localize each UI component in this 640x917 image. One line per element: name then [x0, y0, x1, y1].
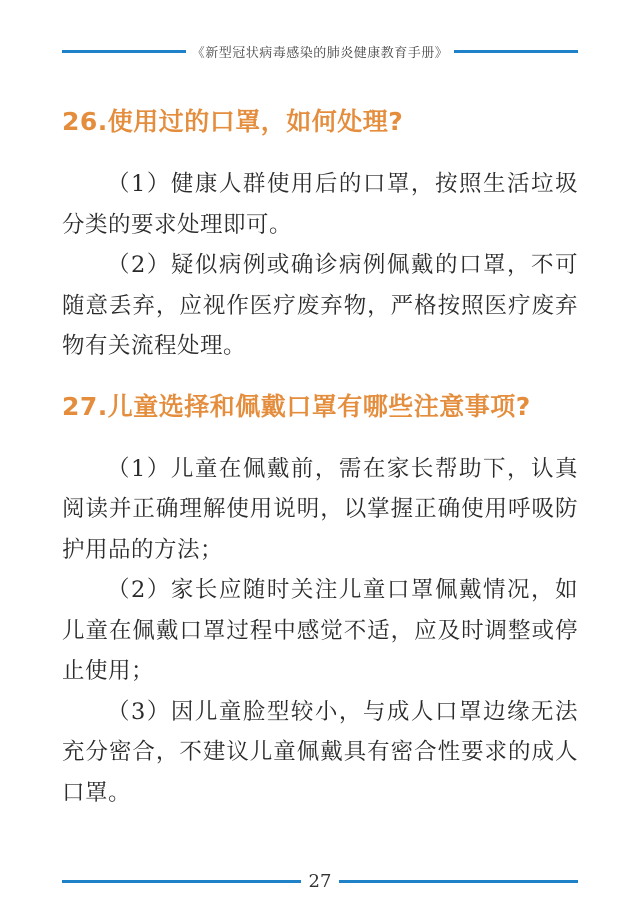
section-heading: 26.使用过的口罩，如何处理?: [62, 107, 404, 136]
paragraph: （1）儿童在佩戴前，需在家长帮助下，认真阅读并正确理解使用说明，以掌握正确使用呼吸防护用品的方法；: [62, 455, 578, 563]
paragraph: （3）因儿童脸型较小，与成人口罩边缘无法充分密合，不建议儿童佩戴具有密合性要求的成人口罩。: [62, 698, 578, 806]
paragraph: （2）疑似病例或确诊病例佩戴的口罩，不可随意丢弃，应视作医疗废弃物，严格按照医疗废弃物有关流程处理。: [62, 252, 578, 359]
footer-rule-left: [62, 880, 301, 883]
page-number: 27: [308, 870, 332, 892]
footer-rule-right: [339, 880, 578, 883]
page-footer: [62, 868, 578, 894]
section-26: [62, 104, 578, 367]
header-title: 《新型冠状病毒感染的肺炎健康教育手册》: [191, 45, 449, 61]
paragraph: （1）健康人群使用后的口罩，按照生活垃圾分类的要求处理即可。: [62, 171, 578, 238]
header-rule-left: [62, 50, 186, 53]
page-content: [62, 104, 578, 821]
paragraph: （2）家长应随时关注儿童口罩佩戴情况，如儿童在佩戴口罩过程中感觉不适，应及时调整或停止使用；: [62, 577, 578, 684]
page-header: [62, 40, 578, 62]
section-heading: 27.儿童选择和佩戴口罩有哪些注意事项?: [62, 391, 531, 421]
header-rule-right: [454, 50, 578, 53]
section-27: [62, 389, 578, 814]
